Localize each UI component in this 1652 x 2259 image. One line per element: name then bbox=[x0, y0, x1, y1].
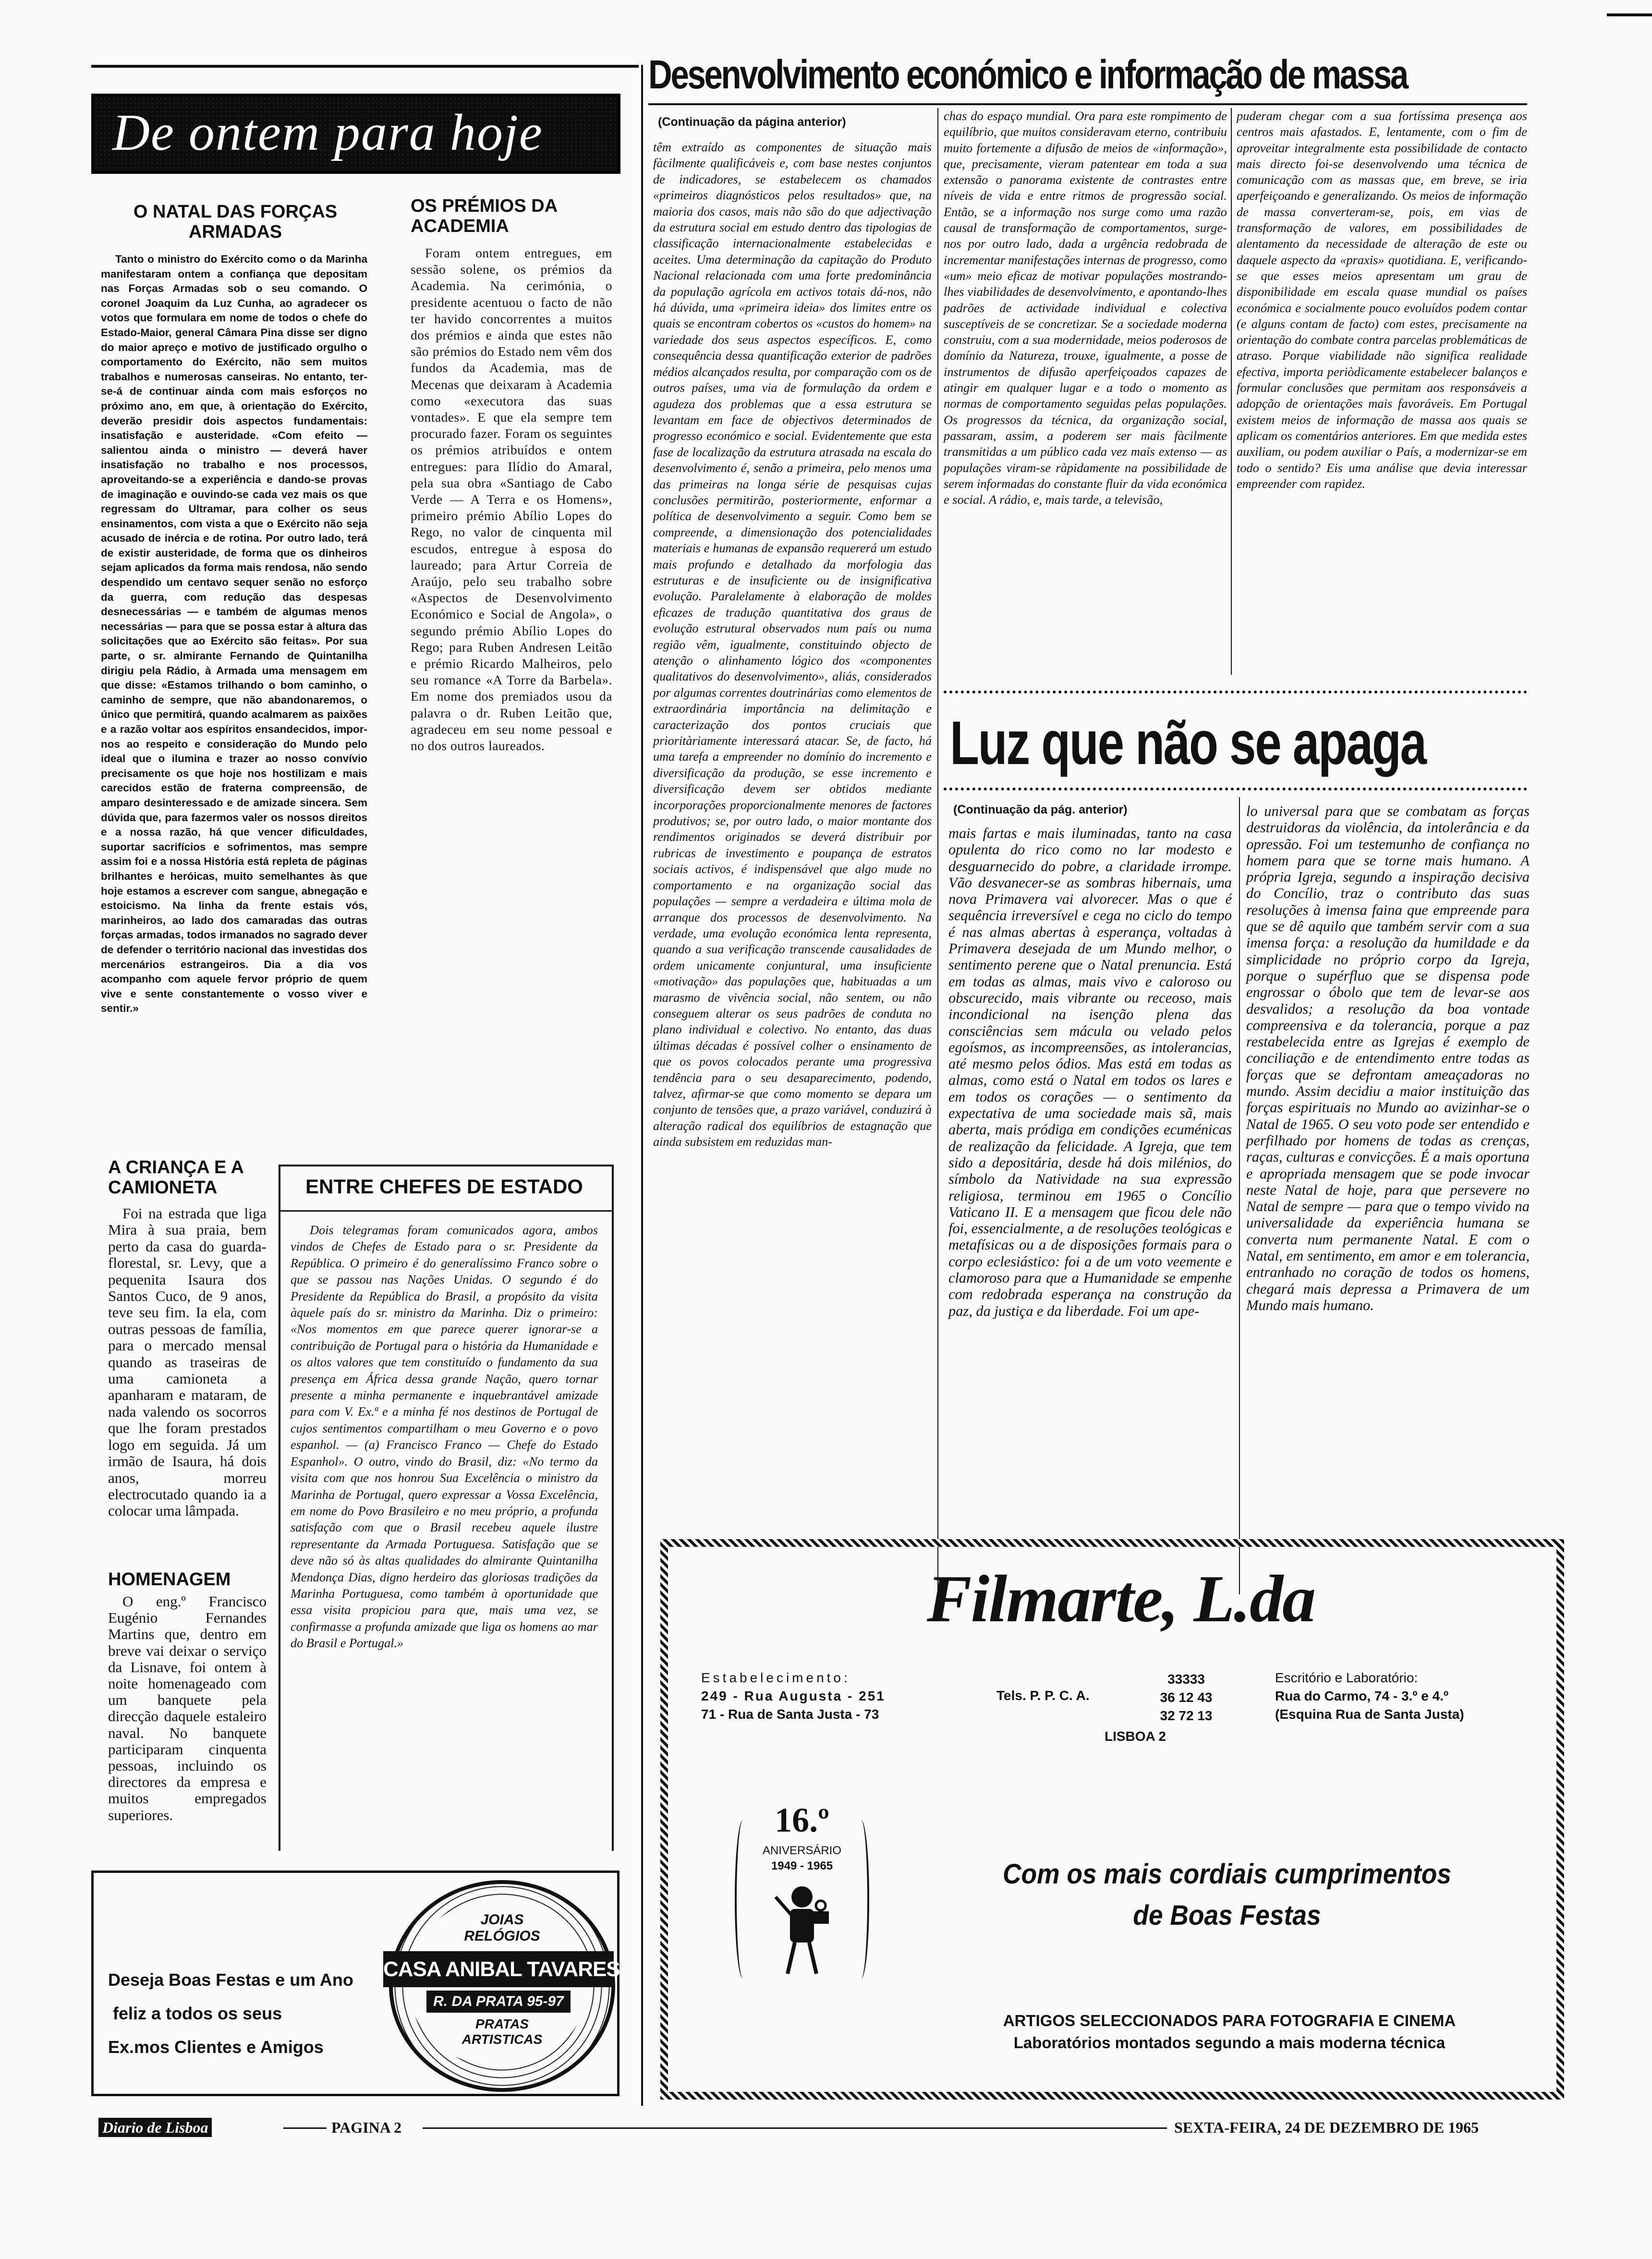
chefes-heading: ENTRE CHEFES DE ESTADO bbox=[305, 1175, 583, 1198]
anniv-num: 16.º bbox=[775, 1801, 829, 1839]
anibal-greeting-line3: Ex.mos Clientes e Amigos bbox=[108, 2037, 324, 2057]
luz-col1: mais fartas e mais iluminadas, tanto na casa opulenta do rico como no lar modesto e desguarnecido do pobre, a claridade irrompe. Vão desvanecer-se as sombras hibernais, uma nova Primavera vai alvorecer. Mas o que é sequência irreversível e cega no ciclo do tempo é nas almas abertas à esperança, voltadas à Primavera desejada de um Mundo melhor, o sentimento perene que o Natal prenuncia. Está em todas as almas, mais vivo e caloroso ou obscurecido, mais vibrante ou receoso, mais incondicional na isenção plena das consciências sem mácula ou velado pelos egoísmos, as incompreensões, as intolerancias, até mesmo pelos ódios. Mas está em todas as almas, como está o Natal em todos os lares e em todos os corações — o sentimento da expectativa de uma sociedade mais sã, mais aberta, mais pródiga em condições ecuménicas de realização da felicidade. A Igreja, que tem sido a depositária, desde há dois milénios, do símbolo da Natividade na sua expressão religiosa, terminou em 1965 o Concílio Vaticano II. E a mensagem que ficou dele não foi, essencialmente, a de resoluções teológicas e metafísicas ou a de disposições formais para o corpo eclesiástico: foi a de um voto veemente e clamoroso para que a Humanidade se empenhe com redobrada esperança na construção da paz, da justiça e da liberdade. Foi um ape- bbox=[948, 825, 1232, 1319]
anibal-badge-bottom2: ARTISTICAS bbox=[462, 2032, 543, 2047]
banner-title: De ontem para hoje bbox=[112, 104, 543, 161]
footer-rule-1 bbox=[283, 2127, 327, 2129]
homenagem-body: O eng.º Francisco Eugénio Fernandes Martins que, dentro em breve vai deixar o serviço da Lisnave, foi ontem à noite homenageado com um banquete pela direcção daquele estaleiro naval. No banquete participaram cinquenta pessoas, incluindo os directores da empresa e muitos empregados superiores. bbox=[108, 1593, 267, 1823]
filmarte-bottom bbox=[941, 2010, 1518, 2054]
anniv-label: ANIVERSÁRIO bbox=[762, 1844, 842, 1857]
left-column-rule bbox=[641, 65, 643, 2106]
main-col-divider-1 bbox=[937, 108, 938, 1611]
anibal-greeting-line1: Deseja Boas Festas e um Ano bbox=[108, 1970, 353, 1990]
filmarte-bottom-2: Laboratórios montados segundo a mais moderna técnica bbox=[1013, 2034, 1446, 2052]
filmarte-bottom-1: ARTIGOS SELECCIONADOS PARA FOTOGRAFIA E CINEMA bbox=[1003, 2012, 1456, 2029]
left-banner bbox=[91, 94, 620, 174]
anibal-greeting bbox=[108, 1963, 396, 2064]
footer-masthead: Diario de Lisboa bbox=[98, 2118, 212, 2137]
anibal-badge-bottom1: PRATAS bbox=[475, 2016, 529, 2031]
crianca-body: Foi na estrada que liga Mira à sua praia, bem perto da casa do guarda-florestal, sr. Levy, que a pequenita Isaura dos Santos Cuco, de 9 anos, teve seu fim. Ia ela, com outras pessoas de família, para o mercado mensal quando as traseiras de uma camioneta a apanharam e mataram, de nada valendo os socorros que lhe foram prestados logo em seguida. Já um irmão de Isaura, há dois anos, morreu electrocutado quando ia a colocar uma lâmpada. bbox=[108, 1205, 267, 1519]
main-col3: puderam chegar com a sua fortíssima presença aos centros mais afastados. E, lentamente, com o fim de aproveitar integralmente esta possibilidade de contacto mais directo foi-se desenvolvendo uma técnica de comunicação com as massas que, em breve, se iria aperfeiçoando e generalizando. Os meios de informação de massa converteram-se, pois, em vias de transformação de valores, em possibilidades de alentamento da necessidade de alteração de este ou daquele aspecto da «praxis» quotidiana. E, verificando-se que esses meios apresentam um grau de disponibilidade em escala quase mundial os países económica e socialmente pouco evoluídos podem contar (e alguns contam de facto) com estes, precisamente na orientação do combate contra parcelas problemáticas de atraso. Porque viabilidade não significa realidade efectiva, importa periòdicamente estabelecer balanços e formular conclusões que permitam aos responsáveis a adopção de orientações mais favoráveis. Em Portugal existem meios de informação de massa aos quais se aplicam os comentários anteriores. Em que medida estes auxiliam, ou podem auxiliar o País, a modernizar-se em todo o sentido? Eis uma análise que devia interessar empreender com rapidez. bbox=[1237, 109, 1527, 491]
filmarte-greeting-2: de Boas Festas bbox=[1133, 1900, 1321, 1931]
main-col1: têm extraído as componentes de situação mais fàcilmente qualificáveis e, com base nestes conjuntos de indicadores, se estabelecem os chamados «primeiros diagnósticos pelos resultados» que, na maioria dos casos, mais não são do que adjectivação da estrutura social em estudo dentro das tipologias de classificação internacionalmente estabelecidas e aceites. Uma determinação da capitação do Produto Nacional relacionada com uma forte predominância da população agrícola em activos totais dá-nos, não há dúvida, uma «primeira ideia» dos limites entre os quais se encontram cobertos os «custos do homem» na variedade dos seus aspectos específicos. E, como consequência dessa quantificação exterior de padrões médios alcançados resulta, por comparação com os de outros países, uma via de formulação da ordem e agudeza dos problemas que a essa estrutura se levantam em face de objectivos determinados de progresso económico e social. Evidentemente que esta fase de localização da estrutura atrasada na escala do desenvolvimento é, senão a primeira, pelo menos uma das primeiras na longa série de pesquisas cujas conclusões permitirão, posteriormente, enformar a política de desenvolvimento a seguir. Como bem se compreende, a dimensionação dos potencialidades materiais e humanas de expansão requererá um estudo mais profundo e detalhado da morfologia das estruturas e de insuficiente ou de insignificativa evolução. Paralelamente à elaboração de moldes eficazes de tradução quantitativa dos graus de evolução estrutural observados num país ou numa região vêm, igualmente, constituindo objecto de atenção o alinhamento lógico dos «componentes qualitativos do desenvolvimento», aliás, considerados por algumas correntes doutrinárias como elementos de extraordinária importância na delimitação e caracterização dos pontos cruciais que prioritàriamente interessará atacar. Se, de facto, há uma tarefa a empreender no domínio do incremento e diversificação da produção, se esse incremento e diversificação devem ser obtidos mediante incorporações proporcionalmente menores de factores produtivos; se, por outro lado, o maior montante dos rendimentos originados se deverá distribuir por rubricas de investimento e poupança de estratos sociais activos, é indispensável que algo mude no comportamento e na organização social das populações — sempre a verdadeira e última mola de arranque dos processos de desenvolvimento. Na verdade, uma evolução económica lenta representa, quando a sua verificação transcende causalidades de ordem unicamente conjuntural, uma insuficiente «motivação» das populações que, habituadas a um marasmo de vivência social, não sentem, ou não conseguem alterar os seus padrões de conduta no plano individual e colectivo. No entanto, das duas últimas décadas é possível colher o ensinamento de que os povos colocados perante uma progressiva tendência para o seu desaparecimento, podendo, talvez, afirmar-se que como momento se depara um conjunto de tensões que, a prazo variável, conduzirá à alteração radical dos equilíbrios de estagnação que ainda subsistem em reduzidas man- bbox=[653, 140, 932, 1149]
natal-body: Tanto o ministro do Exército como o da Marinha manifestaram ontem a confiança que depositam nas Forças Armadas sob o seu comando. O coronel Joaquim da Luz Cunha, ao agradecer os votos que formulara em nome de todos o chefe do Estado-Maior, general Câmara Pina disse ser digno do maior apreço e motivo de justificado orgulho o comportamento do Exército, não sem muitos trabalhos e numerosas canseiras. No entanto, ter-se-á de continuar ainda com mais esforços no próximo ano, em que, à orientação do Exército, deverão presidir dois aspectos fundamentais: insatisfação e austeridade. «Com efeito — salientou ainda o ministro — deverá haver insatisfação no trabalho e nos processos, aproveitando-se a experiência e dando-se provas de imaginação e ouvindo-se cada vez mais os que regressam do Ultramar, para colher os seus ensinamentos, com vista a que o Exército não seja acusado de inércia e de rotina. Por outro lado, terá de existir austeridade, de forma que os dinheiros sejam aplicados da forma mais rendosa, não sendo despendido um centavo sequer senão no esforço da guerra, com redução das despesas desnecessárias — e também de algumas menos necessárias — para que se possa estar à altura das solicitações que ao Exército são feitas». Por sua parte, o sr. almirante Fernando de Quintanilha dirigiu pela Rádio, à Armada uma mensagem em que disse: «Estamos trilhando o bom caminho, o caminho de sempre, que não abandonaremos, o único que permitirá, quando acalmarem as paixões e a razão voltar aos espíritos ensandecidos, impor-nos ao respeito e consideração do Mundo pelo ideal que o ilumina e trazer ao nosso convívio precisamente os que hoje nos hostilizam e mais carecidos estão de fraterna compreensão, de amparo desinteressado e de amizade sincera. Sem dúvida que, para fazermos valer os nossos direitos e a nossa razão, há que vencer dificuldades, suportar sacrifícios e sofrimentos, mas sempre assim foi e a nossa História está repleta de páginas brilhantes e heróicas, muito semelhantes às que hoje estamos a escrever com sangue, abnegação e estoicismo. Na linha da frente estais vós, marinheiros, ao lado dos camaradas das outras forças armadas, todos irmanados no sagrado dever de defender o território nacional das investidas dos mercenários estrangeiros. Dia a dia vos acompanho com aquele fervor próprio de quem vive e sente constantemente o vosso viver e sentir.» bbox=[101, 253, 367, 1015]
filmarte-office-2: (Esquina Rua de Santa Justa) bbox=[1275, 1707, 1464, 1722]
luz-headline-rule bbox=[944, 788, 1527, 790]
filmarte-logo: Filmarte, L.da bbox=[927, 1562, 1315, 1636]
anniv-years: 1949 - 1965 bbox=[771, 1859, 833, 1872]
chefes-body: Dois telegramas foram comunicados agora, ambos vindos de Chefes de Estado para o sr. Presidente da República. O primeiro é do generalíssimo Franco sobre o que se passou nas Nações Unidas. O segundo é do Presidente da República do Brasil, a propósito da visita àquele país do sr. ministro da Marinha. Diz o primeiro: «Nos momentos em que parece querer ignorar-se a contribuição de Portugal para o história da Humanidade e os altos valores que tem constituído o fundamento da sua presença em África dessa grande Nação, quero tornar presente a minha permanente e inquebrantável amizade para com V. Ex.ª e a minha fé nos destinos de Portugal de cujos sentimentos compartilham o meu Governo e o povo espanhol. — (a) Francisco Franco — Chefe do Estado Espanhol». O outro, vindo do Brasil, diz: «No termo da visita com que nos honrou Sua Excelência o ministro da Marinha de Portugal, quero expressar a Vossa Excelência, em nome do Povo Brasileiro e no meu próprio, a profunda satisfação com que o Brasil recebeu aquele ilustre representante da Armada Portuguesa. Satisfação que se deve não só às altas qualidades do almirante Quintanilha Mendonça Dias, digno herdeiro das gloriosas tradições da Marinha Portuguesa, como também à oportunidade que essa visita propiciou para que, mais uma vez, se confirmasse a profunda amizade que liga os homens ao mar do Brasil e Portugal.» bbox=[291, 1223, 598, 1651]
luz-continuation: (Continuação da pág. anterior) bbox=[953, 803, 1128, 816]
main-col-divider-2 bbox=[1231, 108, 1232, 675]
anibal-badge-top2: RELÓGIOS bbox=[464, 1928, 540, 1944]
top-right-mark bbox=[1607, 13, 1652, 16]
filmarte-tels bbox=[1148, 1670, 1225, 1725]
anibal-badge-name: CASA ANIBAL TAVARES bbox=[383, 1951, 614, 1987]
main-headline: Desenvolvimento económico e informação de massa bbox=[648, 52, 1407, 97]
premios-heading: OS PRÉMIOS DA ACADEMIA bbox=[411, 196, 557, 236]
filmarte-office bbox=[1275, 1669, 1525, 1724]
filmarte-greeting bbox=[951, 1854, 1503, 1936]
filmarte-tel-2: 36 12 43 bbox=[1160, 1690, 1213, 1705]
filmarte-estab-2: 71 - Rua de Santa Justa - 73 bbox=[701, 1707, 879, 1722]
filmarte-tel-3: 32 72 13 bbox=[1160, 1708, 1213, 1723]
main-continuation: (Continuação da página anterior) bbox=[658, 115, 846, 129]
footer-rule-2 bbox=[423, 2127, 1167, 2129]
anibal-greeting-line2: feliz a todos os seus bbox=[113, 2004, 282, 2023]
chefes-heading-rule bbox=[280, 1210, 612, 1212]
anibal-badge-top1: JOIAS bbox=[480, 1912, 524, 1928]
left-top-rule bbox=[91, 65, 639, 68]
filmarte-estab-1: 249 - Rua Augusta - 251 bbox=[701, 1688, 886, 1703]
luz-headline: Luz que não se apaga bbox=[950, 709, 1426, 777]
filmarte-city: LISBOA 2 bbox=[1105, 1729, 1166, 1744]
camera-figure-icon bbox=[773, 1882, 831, 1979]
filmarte-estab-label: Estabelecimento: bbox=[701, 1670, 850, 1685]
natal-heading: O NATAL DAS FORÇAS ARMADAS bbox=[133, 202, 338, 242]
filmarte-tel-1: 33333 bbox=[1167, 1672, 1205, 1687]
filmarte-anniversary bbox=[735, 1801, 869, 2007]
crianca-heading: A CRIANÇA E A CAMIONETA bbox=[108, 1157, 243, 1198]
luz-col2: lo universal para que se combatam as forças destruidoras da violência, da intolerância e da opressão. Foi um testemunho de confiança no homem para que se torne mais humano. A própria Igreja, segundo a inspiração decisiva do Concílio, traz o contributo das suas resoluções à imensa faina que empreende para que se dê aquilo que também servir com a sua imensa força: a resolução da humildade e da simplicidade no próprio corpo da Igreja, porque o supérfluo que se dispensa pode engrossar o óbolo que tem de levar-se aos desvalidos; a resolução da boa vontade compreensiva e da tolerancia, porque a paz restabelecida entre as Igrejas é exemplo de conciliação e de entendimento entre todas as forças que se defrontam ameaçadoras no mundo. Assim decidiu a maior instituição das forças espirituais no Mundo ao avizinhar-se o Natal de 1965. O seu voto pode ser entendido e perfilhado por homens de todas as crenças, raças, culturas e convicções. É a mais oportuna e apropriada mensagem que se pode invocar neste Natal de hoje, para que persevere no Natal de sempre — para que o tempo vivido na universalidade da experiência humana se converta num permanente Natal. E com o Natal, em sentimento, em amor e em tolerancia, entranhado no coração de todos os homens, chegará mais depressa a Primavera de um Mundo mais humano. bbox=[1246, 803, 1530, 1313]
luz-col-divider bbox=[1239, 797, 1240, 1594]
homenagem-heading: HOMENAGEM bbox=[108, 1569, 231, 1590]
footer-page: PAGINA 2 bbox=[331, 2119, 402, 2136]
filmarte-estab bbox=[701, 1669, 999, 1724]
luz-top-rule bbox=[944, 691, 1527, 693]
anibal-badge-address: R. DA PRATA 95-97 bbox=[426, 1991, 571, 2013]
main-col2: chas do espaço mundial. Ora para este rompimento de equilíbrio, que muitos consideravam eterno, contribuiu muito fortemente a difusão de meios de «informação», que, precisamente, vieram patentear em toda a sua extensão o panorama existente de contrastes entre níveis de vida e entre ritmos de progressão social. Então, se a informação nos surge como uma razão causal de transformação de comportamentos, surge-nos por outro lado, dada a urgência redobrada de incrementar manifestações internas de progresso, como «um» meio eficaz de motivar populações mostrando-lhes viabilidades de desenvolvimento, e apontando-lhes padrões de actividade individual e colectiva susceptíveis de se concretizar. Se a sociedade moderna construiu, com a sua modernidade, meios poderosos de domínio da Natureza, trouxe, igualmente, a posse de instrumentos de difusão aperfeiçoados capazes de atingir em qualquer lugar e a todo o momento as normas de comportamento seguidas pelas populações. Os progressos da técnica, da organização social, passaram, assim, a poderem ser mais fàcilmente transmitidas a um público cada vez mais extenso — as populações viram-se ràpidamente na possibilidade de serem informadas do constante fluir da vida económica e social. A rádio, e, mais tarde, a televisão, bbox=[944, 109, 1227, 507]
footer-date: SEXTA-FEIRA, 24 DE DEZEMBRO DE 1965 bbox=[1174, 2119, 1479, 2136]
main-headline-rule bbox=[648, 103, 1527, 105]
filmarte-office-label: Escritório e Laboratório: bbox=[1275, 1670, 1418, 1685]
anibal-badge bbox=[383, 1880, 620, 2092]
filmarte-greeting-1: Com os mais cordiais cumprimentos bbox=[1002, 1858, 1452, 1890]
premios-body: Foram ontem entregues, em sessão solene, os prémios da Academia. Na cerimónia, o presidente acentuou o facto de não ter havido concorrentes a muitos dos prémios e ainda que estes não são prémios do Estado nem vêm dos fundos da Academia, mas de Mecenas que deixaram à Academia como «executora das suas vontades». E que ela sempre tem procurado fazer. Foram os seguintes os prémios atribuídos e ontem entregues: para Ilídio do Amaral, pela sua obra «Santiago de Cabo Verde — A Terra e os Homens», primeiro prémio Abílio Lopes do Rego, no valor de cinquenta mil escudos, entregue à esposa do laureado; para Artur Correia de Araújo, pelo seu trabalho sobre «Aspectos de Desenvolvimento Económico e Social de Angola», o segundo prémio Abílio Lopes do Rego; para Ruben Andresen Leitão e prémio Ricardo Malheiros, pelo seu romance «A Torre da Barbela». Em nome dos premiados usou da palavra o dr. Ruben Leitão que, agradeceu em seu nome pessoal e no dos outros laureados. bbox=[411, 245, 612, 753]
filmarte-office-1: Rua do Carmo, 74 - 3.º e 4.º bbox=[1275, 1688, 1449, 1703]
filmarte-tels-label: Tels. P. P. C. A. bbox=[996, 1688, 1090, 1703]
